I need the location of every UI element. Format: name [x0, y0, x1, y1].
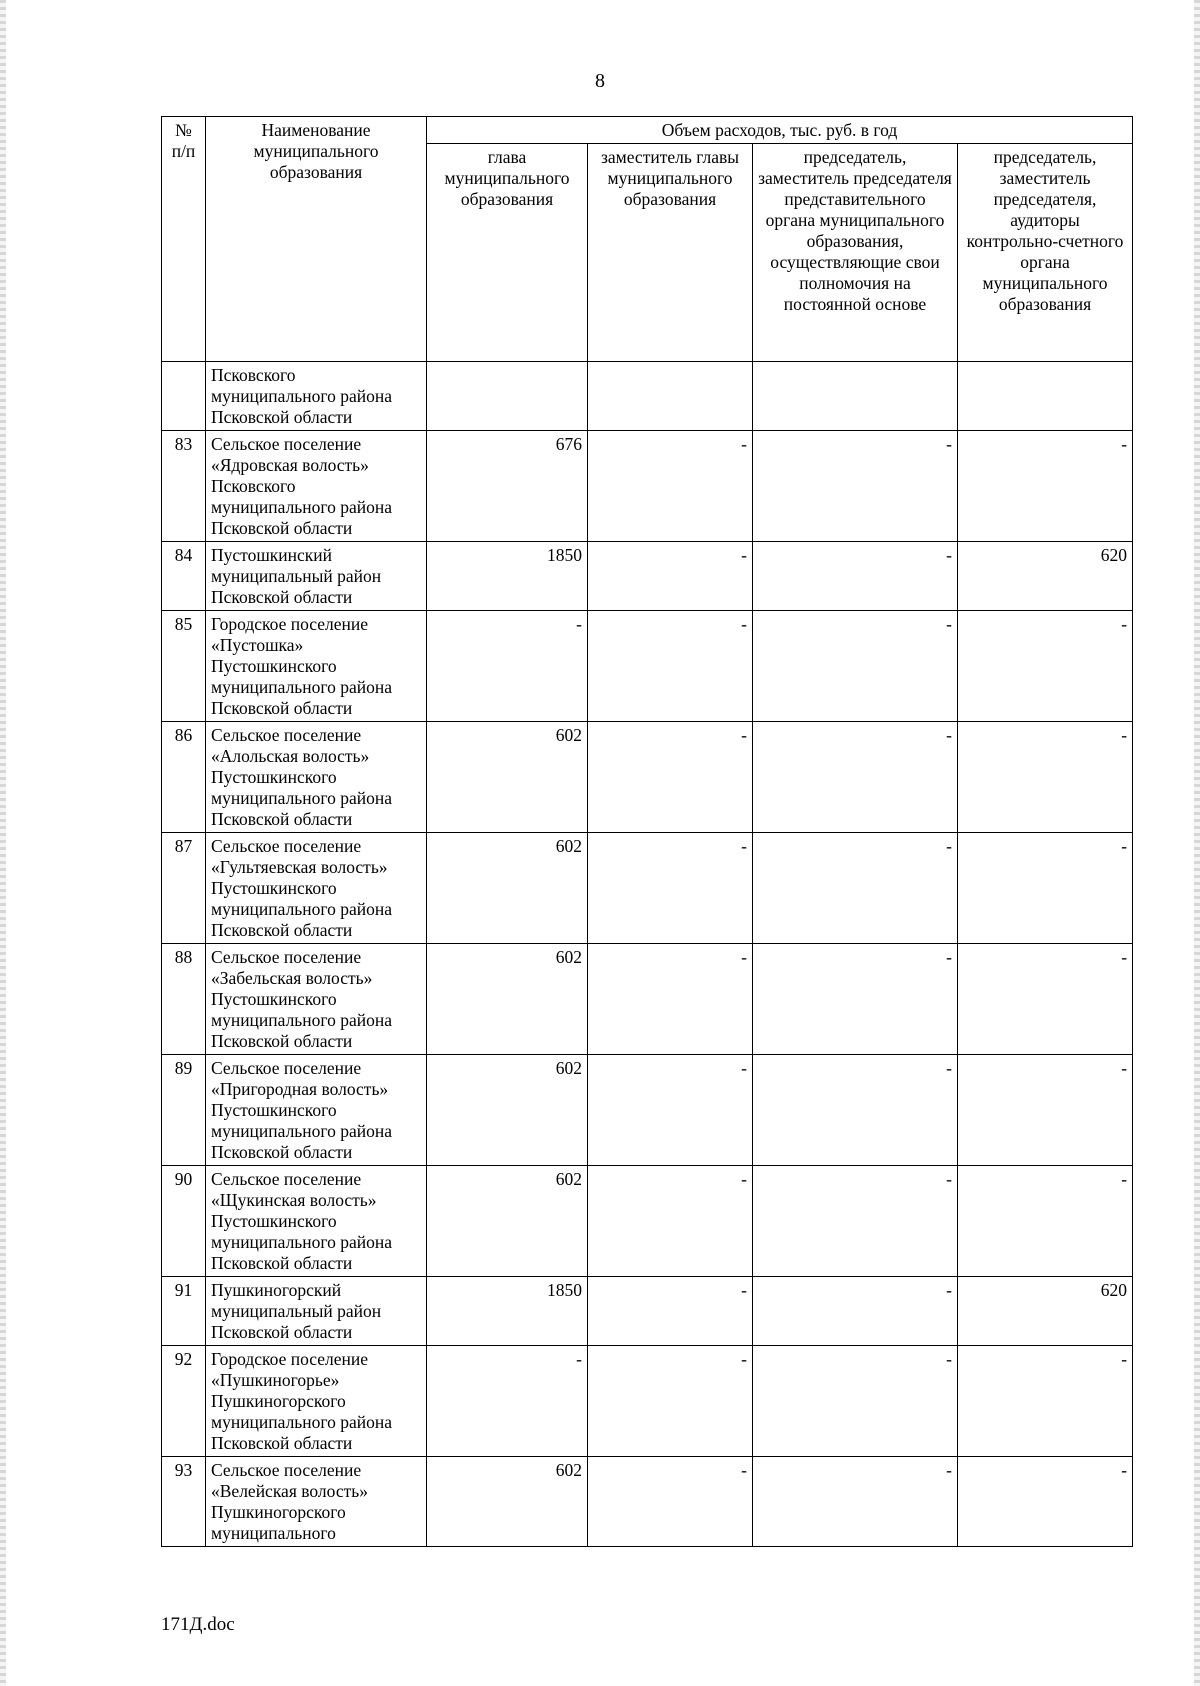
head-expense: 1850: [427, 542, 588, 611]
header-name: Наименование муниципального образования: [206, 117, 427, 362]
representative-chair-expense: [753, 362, 958, 431]
audit-chair-expense: -: [958, 1166, 1133, 1277]
table-row: [162, 1277, 1133, 1346]
row-number: 90: [162, 1166, 206, 1277]
municipality-name: Сельское поселение «Алольская волость» Пустошкинского муниципального района Псковской области: [206, 722, 427, 833]
row-number: 85: [162, 611, 206, 722]
scan-edge-right: [1194, 0, 1200, 1686]
head-expense: 602: [427, 1457, 588, 1547]
audit-chair-expense: -: [958, 944, 1133, 1055]
audit-chair-expense: -: [958, 833, 1133, 944]
header-representative-body-chair: председатель, заместитель председателя представительного органа муниципального образования, осуществляющие свои полномочия на постоянной основе: [753, 144, 958, 362]
table-body: [162, 362, 1133, 1547]
head-expense: 602: [427, 944, 588, 1055]
header-head-of-municipality: глава муниципального образования: [427, 144, 588, 362]
representative-chair-expense: -: [753, 1277, 958, 1346]
table-row: [162, 542, 1133, 611]
municipality-name: Городское поселение «Пушкиногорье» Пушкиногорского муниципального района Псковской области: [206, 1346, 427, 1457]
row-number: 87: [162, 833, 206, 944]
row-number: 89: [162, 1055, 206, 1166]
municipality-name: Сельское поселение «Пригородная волость» Пустошкинского муниципального района Псковской области: [206, 1055, 427, 1166]
head-expense: 1850: [427, 1277, 588, 1346]
header-deputy-head: заместитель главы муниципального образования: [588, 144, 753, 362]
header-number: № п/п: [162, 117, 206, 362]
row-number: [162, 362, 206, 431]
row-number: 91: [162, 1277, 206, 1346]
deputy-head-expense: -: [588, 431, 753, 542]
head-expense: 602: [427, 722, 588, 833]
deputy-head-expense: [588, 362, 753, 431]
municipality-name: Псковского муниципального района Псковской области: [206, 362, 427, 431]
head-expense: -: [427, 1346, 588, 1457]
municipality-name: Сельское поселение «Забельская волость» Пустошкинского муниципального района Псковской области: [206, 944, 427, 1055]
deputy-head-expense: -: [588, 833, 753, 944]
deputy-head-expense: -: [588, 944, 753, 1055]
deputy-head-expense: -: [588, 722, 753, 833]
head-expense: 602: [427, 833, 588, 944]
scan-edge-left: [0, 0, 6, 1686]
table-header: [162, 117, 1133, 362]
deputy-head-expense: -: [588, 542, 753, 611]
municipality-name: Пустошкинский муниципальный район Псковской области: [206, 542, 427, 611]
audit-chair-expense: -: [958, 431, 1133, 542]
row-number: 83: [162, 431, 206, 542]
representative-chair-expense: -: [753, 431, 958, 542]
head-expense: [427, 362, 588, 431]
expenses-table: [161, 116, 1133, 1547]
representative-chair-expense: -: [753, 833, 958, 944]
deputy-head-expense: -: [588, 1277, 753, 1346]
municipality-name: Сельское поселение «Ядровская волость» Псковского муниципального района Псковской области: [206, 431, 427, 542]
audit-chair-expense: 620: [958, 542, 1133, 611]
head-expense: -: [427, 611, 588, 722]
row-number: 92: [162, 1346, 206, 1457]
municipality-name: Сельское поселение «Щукинская волость» Пустошкинского муниципального района Псковской области: [206, 1166, 427, 1277]
audit-chair-expense: [958, 362, 1133, 431]
municipality-name: Сельское поселение «Гультяевская волость» Пустошкинского муниципального района Псковской области: [206, 833, 427, 944]
table-row: [162, 1166, 1133, 1277]
table-row: [162, 833, 1133, 944]
municipality-name: Городское поселение «Пустошка» Пустошкинского муниципального района Псковской области: [206, 611, 427, 722]
representative-chair-expense: -: [753, 944, 958, 1055]
row-number: 84: [162, 542, 206, 611]
header-audit-body-chair: председатель, заместитель председателя, аудиторы контрольно-счетного органа муниципального образования: [958, 144, 1133, 362]
row-number: 93: [162, 1457, 206, 1547]
representative-chair-expense: -: [753, 542, 958, 611]
representative-chair-expense: -: [753, 1346, 958, 1457]
representative-chair-expense: -: [753, 1457, 958, 1547]
municipality-name: Сельское поселение «Велейская волость» Пушкиногорского муниципального: [206, 1457, 427, 1547]
header-expenses-group: Объем расходов, тыс. руб. в год: [427, 117, 1133, 144]
row-number: 86: [162, 722, 206, 833]
table-row: [162, 944, 1133, 1055]
table-row: [162, 431, 1133, 542]
head-expense: 602: [427, 1166, 588, 1277]
audit-chair-expense: -: [958, 722, 1133, 833]
table-row: [162, 722, 1133, 833]
table-row: [162, 1346, 1133, 1457]
document-filename: 171Д.doc: [161, 1614, 235, 1635]
municipality-name: Пушкиногорский муниципальный район Псковской области: [206, 1277, 427, 1346]
head-expense: 602: [427, 1055, 588, 1166]
audit-chair-expense: -: [958, 1055, 1133, 1166]
table-row: [162, 362, 1133, 431]
representative-chair-expense: -: [753, 611, 958, 722]
deputy-head-expense: -: [588, 1166, 753, 1277]
representative-chair-expense: -: [753, 722, 958, 833]
audit-chair-expense: -: [958, 1457, 1133, 1547]
audit-chair-expense: -: [958, 611, 1133, 722]
head-expense: 676: [427, 431, 588, 542]
representative-chair-expense: -: [753, 1055, 958, 1166]
page-number: 8: [595, 70, 605, 92]
deputy-head-expense: -: [588, 1346, 753, 1457]
deputy-head-expense: -: [588, 1055, 753, 1166]
representative-chair-expense: -: [753, 1166, 958, 1277]
audit-chair-expense: -: [958, 1346, 1133, 1457]
table-row: [162, 1457, 1133, 1547]
audit-chair-expense: 620: [958, 1277, 1133, 1346]
table-row: [162, 611, 1133, 722]
deputy-head-expense: -: [588, 611, 753, 722]
deputy-head-expense: -: [588, 1457, 753, 1547]
table-row: [162, 1055, 1133, 1166]
row-number: 88: [162, 944, 206, 1055]
